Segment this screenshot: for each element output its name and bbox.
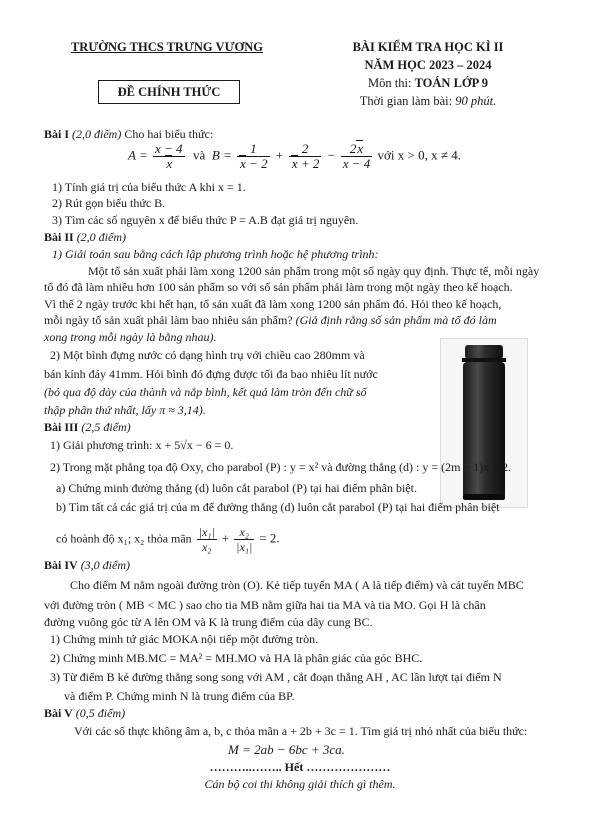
bai1-intro: Cho hai biểu thức: bbox=[121, 127, 214, 141]
bai3-title: Bài III bbox=[44, 420, 79, 434]
bai1-heading bbox=[44, 127, 213, 141]
bai4-q3a: 3) Từ điểm B kẻ đường thẳng song song với AM , cắt đoạn thẳng AH , AC lần lượt tại điểm N bbox=[50, 670, 502, 684]
end-marker bbox=[200, 760, 400, 775]
subject-value: TOÁN LỚP 9 bbox=[414, 76, 488, 90]
bai1-expressions: A = $\frac{x - 4}{x}$ và B = $\frac{1}{x - 2}$ + $\frac{2}{x + 2}$ − $\frac{2x}{x - 4}$ với x > 0, x ≠ 4. bbox=[128, 141, 461, 171]
bai2-title: Bài II bbox=[44, 230, 74, 244]
bai3-qb2-text: có hoành độ x₁; x₂ thỏa mãn bbox=[56, 531, 192, 546]
bai3-points: (2,5 điểm) bbox=[81, 420, 131, 434]
bai1-points: (2,0 điểm) bbox=[72, 127, 122, 141]
bai1-condition: với x > 0, x ≠ 4. bbox=[377, 147, 461, 163]
official-badge: ĐỀ CHÍNH THỨC bbox=[98, 80, 240, 104]
bai1-title: Bài I bbox=[44, 127, 70, 141]
bai4-title: Bài IV bbox=[44, 558, 78, 572]
school-name: TRƯỜNG THCS TRƯNG VƯƠNG bbox=[70, 40, 264, 54]
bai1-q3: 3) Tìm các số nguyên x để biểu thức P = A.B đạt giá trị nguyên. bbox=[52, 213, 359, 227]
subject-label: Môn thi: bbox=[368, 76, 415, 90]
bai2-q2-line1: 2) Một bình đựng nước có dạng hình trụ với chiều cao 280mm và bbox=[50, 348, 365, 362]
school-year: NĂM HỌC 2023 – 2024 bbox=[364, 58, 492, 72]
bai2-p5: xong trong mỗi ngày là bằng nhau). bbox=[44, 330, 217, 344]
exam-title: BÀI KIỂM TRA HỌC KÌ II bbox=[352, 40, 504, 54]
bai2-p3: Vì thế 2 ngày trước khi hết hạn, tổ sản xuất đã làm xong 1200 sản phẩm đó. Hỏi theo kế hoạch, bbox=[44, 297, 502, 311]
bai2-points: (2,0 điểm) bbox=[76, 230, 127, 244]
bai2-q2-line2: bán kính đáy 41mm. Hỏi bình đó đựng được tối đa bao nhiêu lít nước bbox=[44, 367, 378, 381]
bai4-q1: 1) Chứng minh tứ giác MOKA nội tiếp một đường tròn. bbox=[50, 632, 319, 646]
bai4-line2: với đường tròn ( MB < MC ) sao cho tia MB nằm giữa hai tia MA và tia MO. Gọi H là chân bbox=[44, 598, 486, 612]
bai3-heading bbox=[44, 420, 131, 434]
bai2-p4-italic: (Giả định rằng số sản phẩm mà tổ đó làm bbox=[295, 313, 497, 327]
bai3-qb2: có hoành độ x₁; x₂ thỏa mãn $\frac{\text{|x₁|}}{\text{x₂}}$ + $\frac{\text{x₂}}{\text{|x₁|}}$ = 2. bbox=[56, 525, 280, 554]
bai2-heading bbox=[44, 230, 126, 244]
bai2-p4 bbox=[44, 313, 497, 327]
bai5-line1: Với các số thực không âm a, b, c thỏa mãn a + 2b + 3c = 1. Tìm giá trị nhỏ nhất của biểu thức: bbox=[74, 724, 528, 738]
bai4-points: (3,0 điểm) bbox=[80, 558, 131, 572]
cylinder-bottle-icon bbox=[441, 339, 527, 507]
bai5-title: Bài V bbox=[44, 706, 73, 720]
bai3-qa: a) Chứng minh đường thẳng (d) luôn cắt parabol (P) tại hai điểm phân biệt. bbox=[56, 481, 417, 495]
time-line bbox=[318, 94, 538, 109]
bai4-line3: đường vuông góc từ A lên OM và K là trung điểm của dây cung BC. bbox=[44, 615, 373, 629]
bai1-q1: 1) Tính giá trị của biểu thức A khi x = 1. bbox=[52, 180, 246, 194]
bai2-q2-line4: thập phân thứ nhất, lấy π ≈ 3,14). bbox=[44, 403, 206, 417]
bai5-heading bbox=[44, 706, 125, 720]
subject-line bbox=[318, 76, 538, 91]
bai2-q2-line3: (bỏ qua độ dày của thành và nắp bình, kết quả làm tròn đến chữ số bbox=[44, 385, 367, 399]
bai4-q3b: và điểm P. Chứng minh N là trung điểm của BP. bbox=[64, 689, 295, 703]
bai2-p2: tổ đó đã làm nhiều hơn 100 sản phẩm so với số sản phẩm phải làm trong một ngày theo kế hoạch. bbox=[44, 280, 513, 294]
bai2-q1-title: 1) Giải toán sau bằng cách lập phương trình hoặc hệ phương trình: bbox=[52, 247, 379, 261]
bai3-q1: 1) Giải phương trình: x + 5√x − 6 = 0. bbox=[50, 438, 234, 452]
bai5-expression: M = 2ab − 6bc + 3ca. bbox=[228, 742, 345, 757]
bai2-p4-text: mỗi ngày tổ sản xuất phải làm bao nhiêu sản phẩm? bbox=[44, 313, 296, 327]
footer-note: Cán bộ coi thi không giải thích gì thêm. bbox=[204, 777, 396, 791]
end-text: ………..…….. Hết ………………… bbox=[209, 760, 391, 774]
bai3-q2: 2) Trong mặt phẳng tọa độ Oxy, cho parabol (P) : y = x² và đường thẳng (d) : y = (2m − 1)x + 2. bbox=[50, 460, 512, 474]
bai1-q2: 2) Rút gọn biểu thức B. bbox=[52, 196, 166, 210]
time-label: Thời gian làm bài: bbox=[359, 94, 456, 108]
bai4-q2: 2) Chứng minh MB.MC = MA² = MH.MO và HA là phân giác của góc BHC. bbox=[50, 651, 423, 665]
bai4-heading bbox=[44, 558, 130, 572]
bai3-qb: b) Tìm tất cả các giá trị của m để đường thẳng (d) luôn cắt parabol (P) tại hai điểm phân biệt bbox=[56, 500, 500, 514]
bai4-line1: Cho điểm M nằm ngoài đường tròn (O). Kẻ tiếp tuyến MA ( A là tiếp điểm) và cát tuyến MBC bbox=[70, 578, 524, 592]
water-bottle-image bbox=[440, 338, 528, 508]
bai2-p1: Một tổ sản xuất phải làm xong 1200 sản phẩm trong một số ngày quy định. Thực tế, mỗi ngày bbox=[88, 264, 540, 278]
bai5-points: (0,5 điểm) bbox=[75, 706, 126, 720]
time-value: 90 phút. bbox=[455, 94, 497, 108]
